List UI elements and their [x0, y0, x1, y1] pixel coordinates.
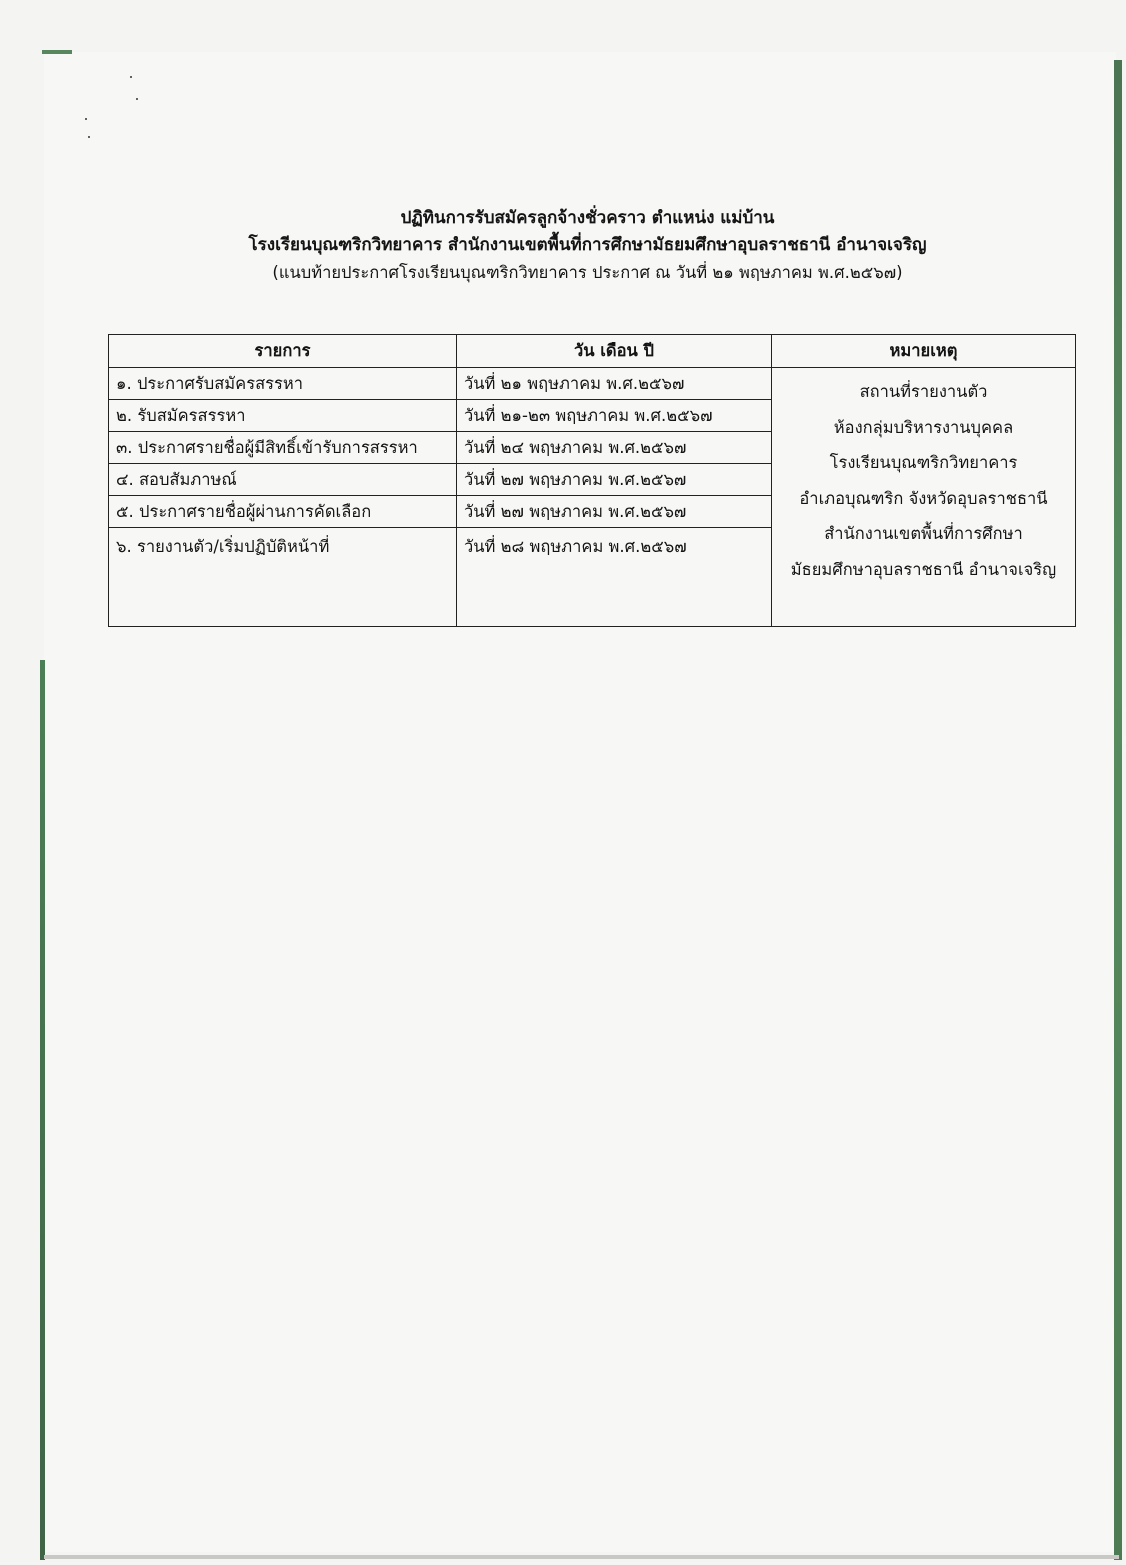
row-date: วันที่ ๒๔ พฤษภาคม พ.ศ.๒๕๖๗: [457, 432, 772, 464]
row-date: วันที่ ๒๑ พฤษภาคม พ.ศ.๒๕๖๗: [457, 368, 772, 400]
note-line: ห้องกลุ่มบริหารงานบุคคล: [833, 417, 1014, 437]
row-date: วันที่ ๒๘ พฤษภาคม พ.ศ.๒๕๖๗: [457, 528, 772, 627]
schedule-table: [108, 334, 1076, 627]
page-edge-left: [40, 660, 45, 1560]
row-date: วันที่ ๒๗ พฤษภาคม พ.ศ.๒๕๖๗: [457, 496, 772, 528]
row-item: ๖. รายงานตัว/เริ่มปฏิบัติหน้าที่: [109, 528, 457, 627]
header-item: รายการ: [109, 335, 457, 368]
header-date: วัน เดือน ปี: [457, 335, 772, 368]
header-note: หมายเหตุ: [772, 335, 1076, 368]
page-edge-top: [42, 50, 72, 54]
scan-speck: [85, 118, 87, 120]
page-edge-right: [1114, 60, 1122, 1560]
note-cell: [772, 368, 1076, 627]
row-date: วันที่ ๒๑-๒๓ พฤษภาคม พ.ศ.๒๕๖๗: [457, 400, 772, 432]
document-subtitle: โรงเรียนบุณฑริกวิทยาคาร สำนักงานเขตพื้นที่การศึกษามัธยมศึกษาอุบลราชธานี อำนาจเจริญ: [248, 235, 927, 255]
note-line: อำเภอบุณฑริก จังหวัดอุบลราชธานี: [799, 488, 1048, 508]
row-item: ๒. รับสมัครสรรหา: [109, 400, 457, 432]
row-item: ๔. สอบสัมภาษณ์: [109, 464, 457, 496]
note-line: สถานที่รายงานตัว: [859, 382, 988, 401]
scan-speck: [130, 76, 132, 78]
row-item: ๕. ประกาศรายชื่อผู้ผ่านการคัดเลือก: [109, 496, 457, 528]
table-header-row: [109, 335, 1076, 368]
document-heading: [100, 205, 1075, 286]
page-edge-bottom: [44, 1555, 1119, 1559]
table-row: [109, 368, 1076, 400]
note-line: มัธยมศึกษาอุบลราชธานี อำนาจเจริญ: [790, 559, 1057, 579]
row-item: ๑. ประกาศรับสมัครสรรหา: [109, 368, 457, 400]
scan-speck: [136, 98, 138, 100]
note-line: สำนักงานเขตพื้นที่การศึกษา: [824, 524, 1023, 543]
document-title: ปฏิทินการรับสมัครลูกจ้างชั่วคราว ตำแหน่ง แม่บ้าน: [400, 208, 775, 228]
note-line: โรงเรียนบุณฑริกวิทยาคาร: [829, 453, 1018, 472]
scan-speck: [88, 136, 90, 138]
attachment-note: (แนบท้ายประกาศโรงเรียนบุณฑริกวิทยาคาร ประกาศ ณ วันที่ ๒๑ พฤษภาคม พ.ศ.๒๕๖๗): [272, 263, 903, 282]
row-date: วันที่ ๒๗ พฤษภาคม พ.ศ.๒๕๖๗: [457, 464, 772, 496]
row-item: ๓. ประกาศรายชื่อผู้มีสิทธิ์เข้ารับการสรรหา: [109, 432, 457, 464]
